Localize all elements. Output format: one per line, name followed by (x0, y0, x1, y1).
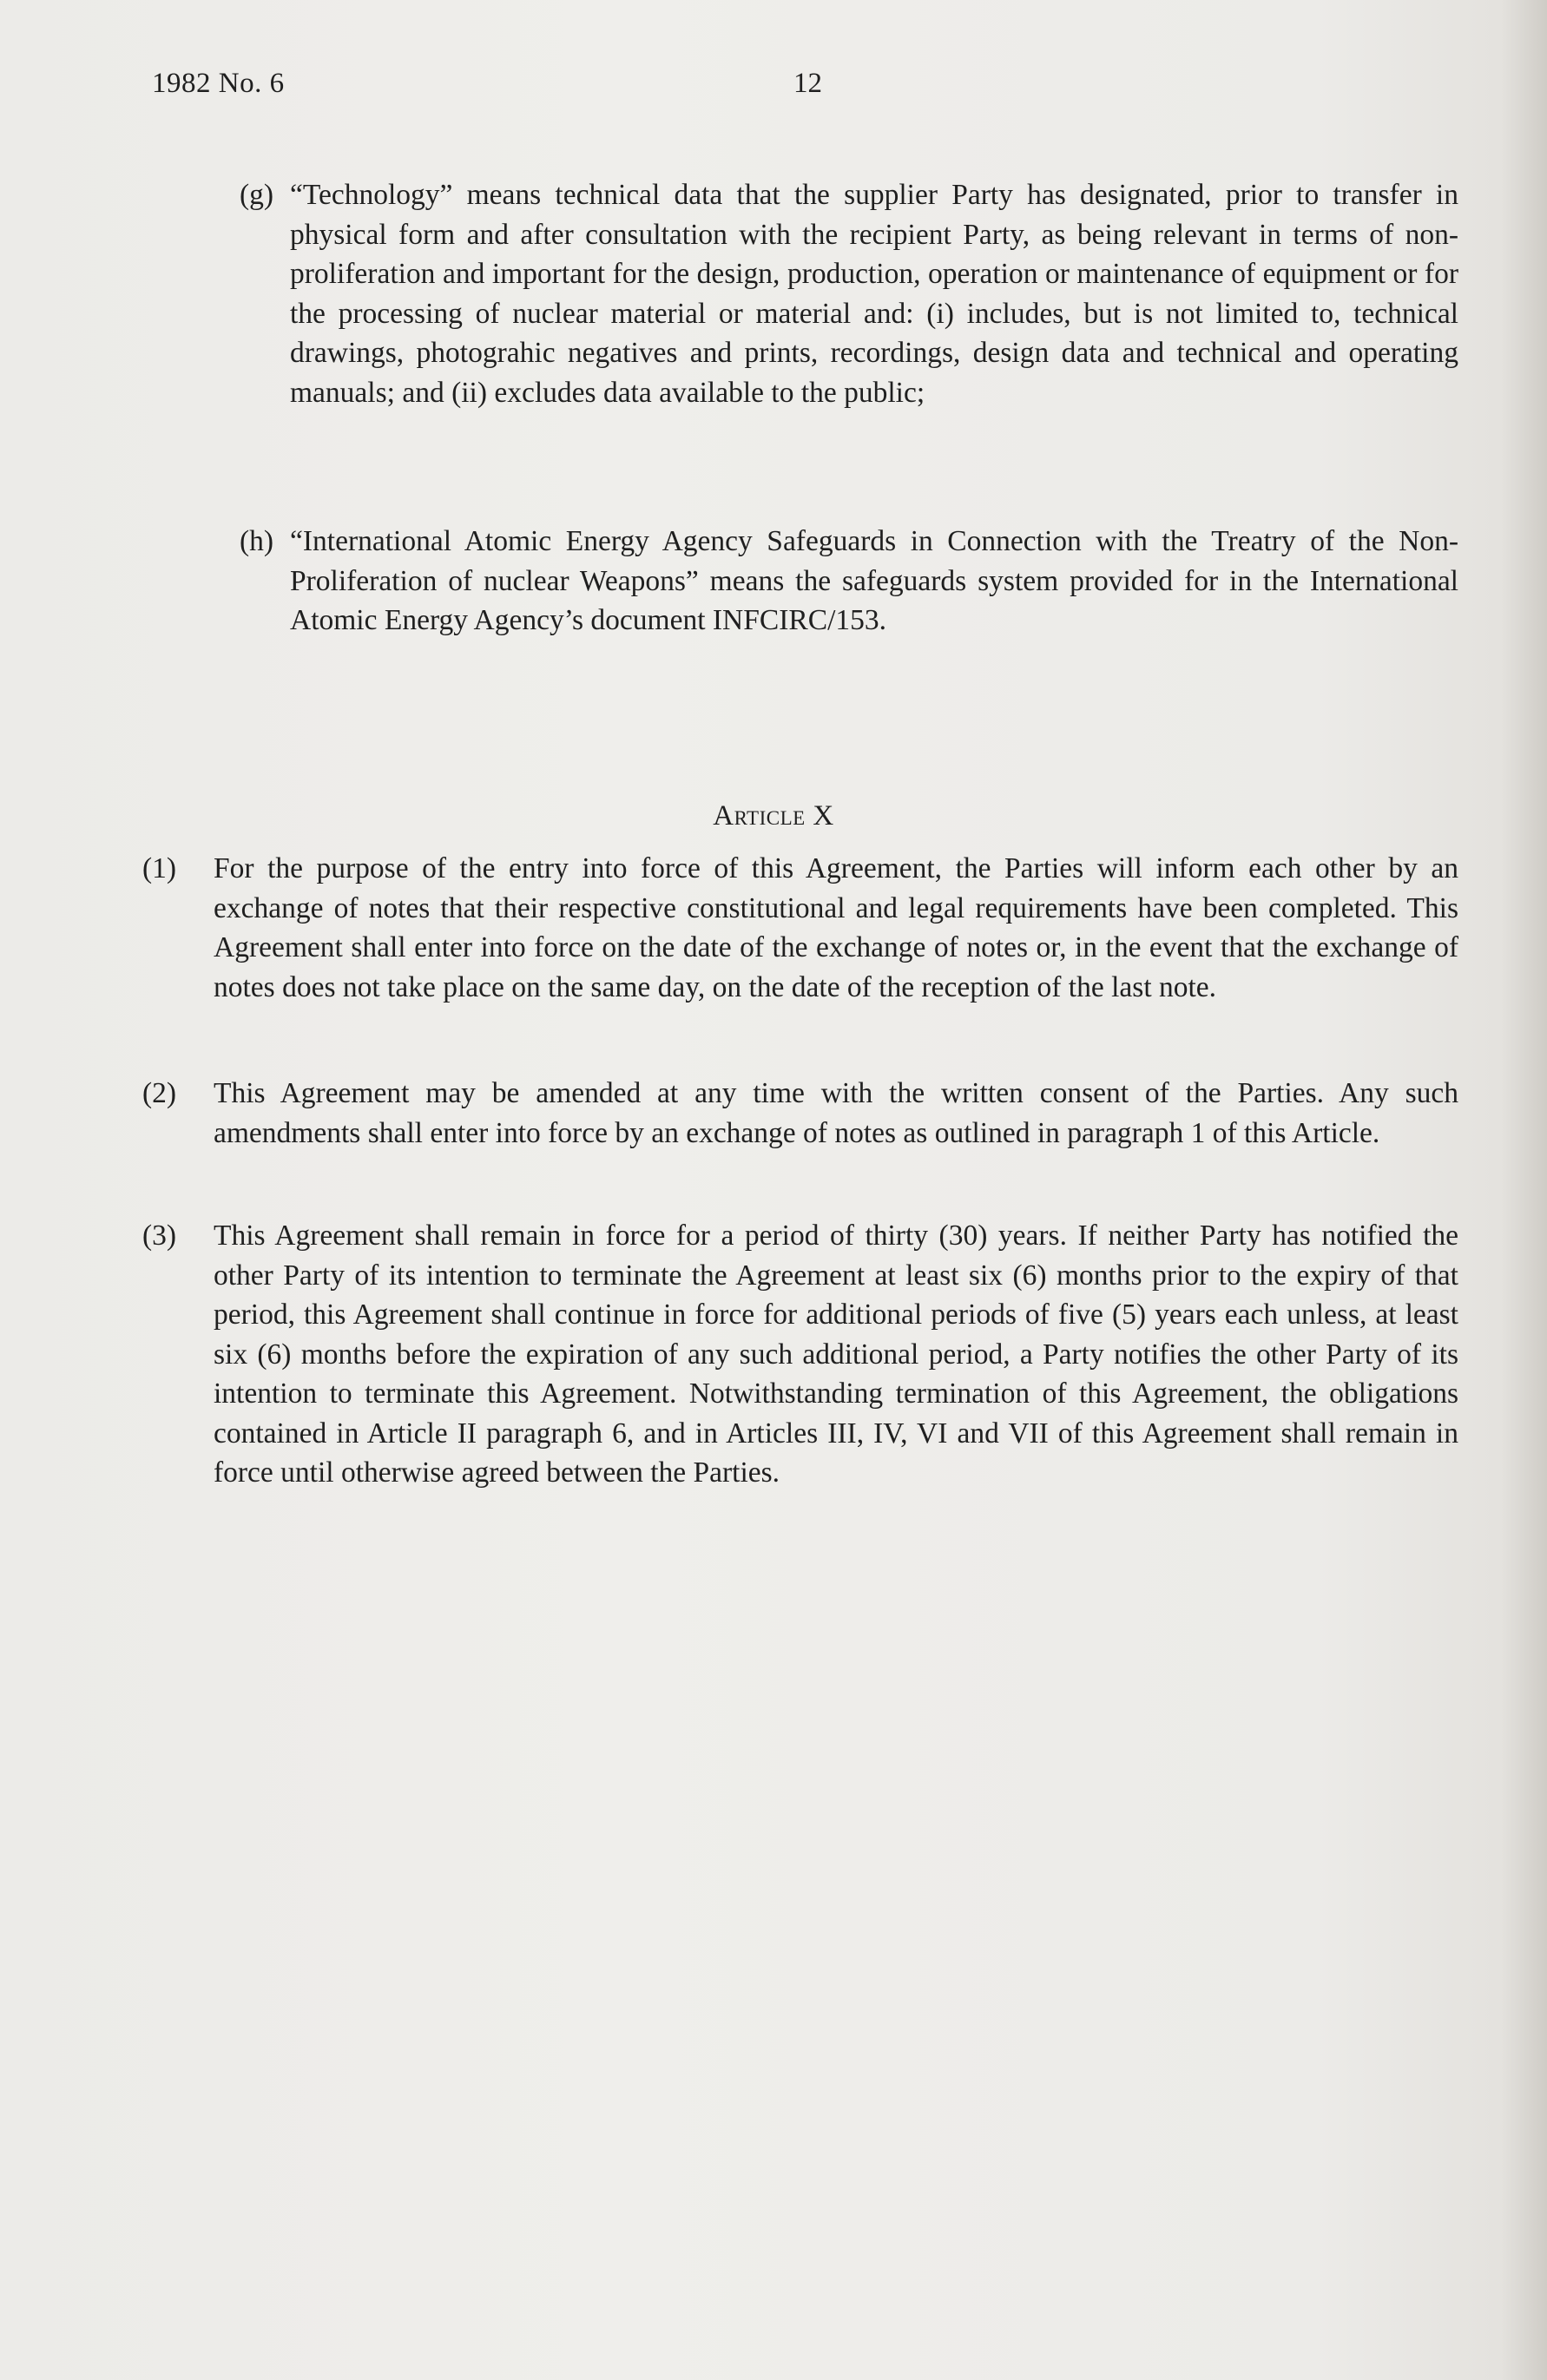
definition-text: “International Atomic Energy Agency Safeguards in Connection with the Treatry of the Non-Proliferation of nuclear Weapons” means the safeguards system provided for in the International Atomic Energy Agency’s document INFCIRC/153. (290, 525, 1458, 636)
definition-g (240, 175, 1458, 412)
paragraph-label: (2) (142, 1077, 177, 1109)
definition-h (240, 522, 1458, 641)
definition-text: “Technology” means technical data that the supplier Party has designated, prior to transfer in physical form and after consultation with the recipient Party, as being relevant in terms of non-proliferation and important for the design, production, operation or maintenance of equipment or for the processing of nuclear material or material and: (i) includes, but is not limited to, technical drawings, photograhic negatives and prints, recordings, design data and technical and operating manuals; and (ii) excludes data available to the public; (290, 179, 1458, 409)
definition-label: (h) (240, 525, 274, 557)
article-paragraph-1 (142, 849, 1458, 1007)
definition-label: (g) (240, 179, 274, 211)
page-number: 12 (793, 68, 822, 99)
paragraph-text: This Agreement may be amended at any time with the written consent of the Parties. Any such amendments shall enter into force by an exchange of notes as outlined in paragraph 1 of this Article. (214, 1077, 1458, 1149)
running-head: 1982 No. 6 (152, 68, 285, 99)
article-paragraph-3 (142, 1216, 1458, 1493)
paragraph-text: For the purpose of the entry into force of this Agreement, the Parties will inform each other by an exchange of notes that their respective constitutional and legal requirements have been completed. This Agreement shall enter into force on the date of the exchange of notes or, in the event that the exchange of notes does not take place on the same day, on the date of the reception of the last note. (214, 852, 1458, 1003)
article-heading (0, 800, 1547, 832)
paragraph-label: (1) (142, 852, 177, 884)
article-heading-text: Article X (713, 800, 834, 832)
paragraph-label: (3) (142, 1220, 177, 1252)
article-paragraph-2 (142, 1074, 1458, 1153)
paragraph-text: This Agreement shall remain in force for a period of thirty (30) years. If neither Party has notified the other Party of its intention to terminate the Agreement at least six (6) months prior to the expiry of that period, this Agreement shall continue in force for additional periods of five (5) years each unless, at least six (6) months before the expiration of any such additional period, a Party notifies the other Party of its intention to terminate this Agreement. Notwithstanding termination of this Agreement, the obligations contained in Article II paragraph 6, and in Articles III, IV, VI and VII of this Agreement shall remain in force until otherwise agreed between the Parties. (214, 1220, 1458, 1489)
